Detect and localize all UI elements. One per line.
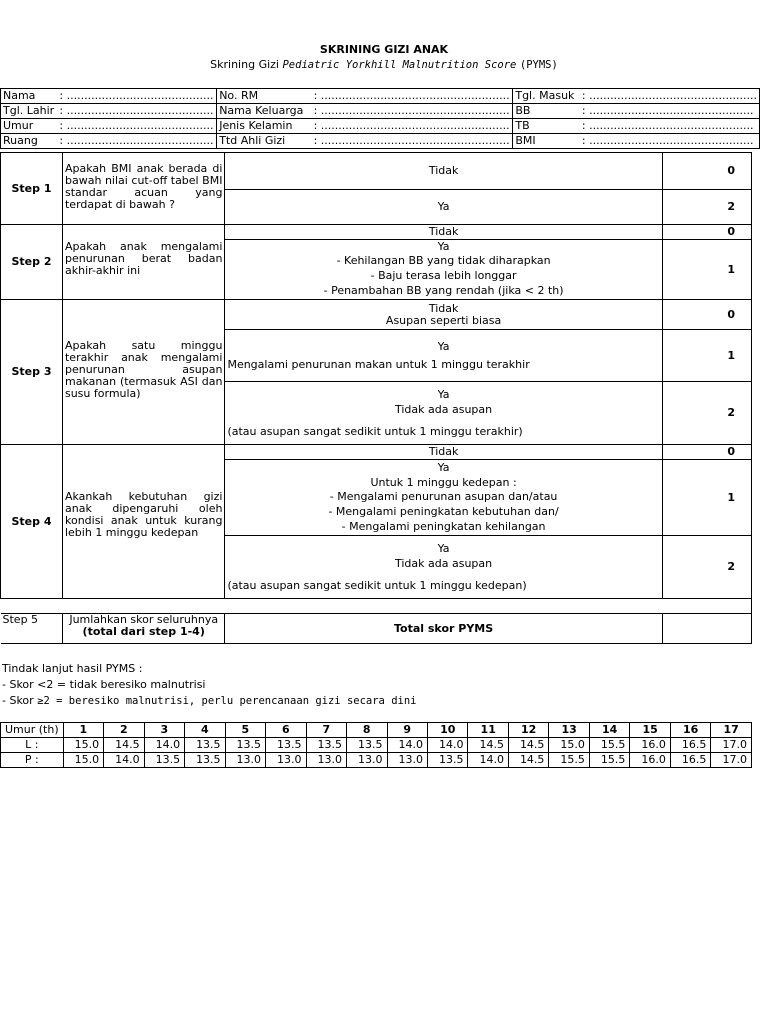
step1-question: Apakah BMI anak berada di bawah nilai cut-off tabel BMI standar acuan yang terdapat di bawah ? <box>62 153 224 225</box>
step4-ya2-desc: Tidak ada asupan <box>395 556 493 570</box>
step5-row <box>1 614 752 644</box>
age-header-cell: 9 <box>387 723 427 738</box>
age-p-cell: 15.0 <box>63 753 103 768</box>
step3-ya2-desc: Tidak ada asupan <box>395 402 493 416</box>
step3-score-1: 1 <box>662 330 751 382</box>
identity-label: Nama <box>1 89 58 104</box>
step4-score-1: 1 <box>662 460 751 536</box>
age-l-cell: 13.5 <box>266 738 306 753</box>
step1-score-2: 2 <box>662 190 751 225</box>
pyms-steps-table <box>0 152 752 644</box>
step5-total-value[interactable] <box>662 614 751 644</box>
identity-label: Ruang <box>1 134 58 149</box>
age-header-cell: 6 <box>266 723 306 738</box>
step1-score-0: 0 <box>662 153 751 190</box>
step3-tidak-desc: Asupan seperti biasa <box>385 313 502 327</box>
followup-line2-text: ≥2 = beresiko malnutrisi, perlu perencanaan gizi secara dini <box>37 695 417 707</box>
step5-question-line1: Jumlahkan skor seluruhnya <box>69 613 219 626</box>
age-l-cell: 15.0 <box>63 738 103 753</box>
identity-value[interactable]: : ...................................................... <box>312 134 513 149</box>
step4-ya2-text: Ya <box>437 541 450 555</box>
step4-question: Akankah kebutuhan gizi anak dipengaruhi oleh kondisi anak untuk kurang lebih 1 minggu kedepan <box>62 445 224 599</box>
step3-row-a <box>1 300 752 330</box>
step2-score-1: 1 <box>662 240 751 300</box>
step1-option-ya[interactable]: Ya <box>225 190 662 225</box>
step4-ya2-note: (atau asupan sangat sedikit untuk 1 minggu kedepan) <box>227 578 527 592</box>
subtitle-italic: Pediatric Yorkhill Malnutrition Score <box>282 59 517 71</box>
step4-row-a <box>1 445 752 460</box>
age-header-cell: 7 <box>306 723 346 738</box>
age-header-cell: 10 <box>427 723 467 738</box>
identity-label: Jenis Kelamin <box>217 119 312 134</box>
step3-ya-desc: Mengalami penurunan makan untuk 1 minggu terakhir <box>227 357 530 371</box>
identity-value[interactable]: : .......................................... <box>57 89 216 104</box>
step4-label: Step 4 <box>1 445 63 599</box>
identity-row <box>1 104 760 119</box>
age-p-cell: 16.5 <box>670 753 710 768</box>
step3-score-2: 2 <box>662 382 751 445</box>
age-l-cell: 15.5 <box>589 738 629 753</box>
spacer-cell <box>1 599 752 614</box>
age-p-cell: 13.5 <box>185 753 225 768</box>
followup-line2-prefix: - Skor <box>2 694 38 707</box>
identity-value[interactable]: : .......................................... <box>57 104 216 119</box>
step3-ya2-text: Ya <box>437 387 450 401</box>
identity-value[interactable]: : ................................................ <box>580 89 760 104</box>
step3-option-ya-1[interactable] <box>225 330 662 382</box>
step4-bullet: - Mengalami peningkatan kebutuhan dan/ <box>328 504 559 518</box>
age-l-cell: 14.0 <box>427 738 467 753</box>
step5-question <box>62 614 224 644</box>
age-l-cell: 16.0 <box>630 738 670 753</box>
step5-label: Step 5 <box>1 614 63 644</box>
step2-ya-text: Ya <box>437 240 450 253</box>
identity-label: Nama Keluarga <box>217 104 312 119</box>
identity-value[interactable]: : .......................................... <box>57 134 216 149</box>
age-p-cell: 13.5 <box>144 753 184 768</box>
age-l-cell: 16.5 <box>670 738 710 753</box>
age-l-cell: 13.5 <box>225 738 265 753</box>
step3-tidak-text: Tidak <box>428 301 459 315</box>
step3-label: Step 3 <box>1 300 63 445</box>
age-row-l-label: L : <box>1 738 64 753</box>
age-header-cell: 17 <box>711 723 752 738</box>
step2-bullet: - Kehilangan BB yang tidak diharapkan <box>336 254 551 267</box>
age-header-cell: 13 <box>549 723 589 738</box>
age-row-l <box>1 738 752 753</box>
age-header-row <box>1 723 752 738</box>
step1-row-a <box>1 153 752 190</box>
bmi-cutoff-table <box>0 722 752 768</box>
followup-line2 <box>2 694 416 707</box>
age-header-cell: 1 <box>63 723 103 738</box>
identity-value[interactable]: : ............................................... <box>580 134 760 149</box>
identity-row <box>1 119 760 134</box>
step4-bullet: - Mengalami penurunan asupan dan/atau <box>329 489 558 503</box>
step2-bullet: - Penambahan BB yang rendah (jika < 2 th) <box>323 284 564 297</box>
age-header-cell: 12 <box>508 723 548 738</box>
step2-label: Step 2 <box>1 225 63 300</box>
age-header-cell: 15 <box>630 723 670 738</box>
identity-table <box>0 88 760 149</box>
age-header-cell: 11 <box>468 723 508 738</box>
age-l-cell: 15.0 <box>549 738 589 753</box>
step4-ya-text: Ya <box>437 460 450 474</box>
step1-label: Step 1 <box>1 153 63 225</box>
step3-option-ya-2[interactable] <box>225 382 662 445</box>
age-header-cell: 5 <box>225 723 265 738</box>
identity-value[interactable]: : ...................................................... <box>312 119 513 134</box>
subtitle-suffix: (PYMS) <box>519 59 558 71</box>
step4-ya-desc: Untuk 1 minggu kedepan : <box>370 475 517 489</box>
age-p-cell: 13.0 <box>387 753 427 768</box>
page-subtitle <box>0 58 768 71</box>
identity-label: BB <box>513 104 580 119</box>
identity-label: TB <box>513 119 580 134</box>
age-l-cell: 14.5 <box>468 738 508 753</box>
step5-total-label: Total skor PYMS <box>225 614 662 644</box>
identity-value[interactable]: : ............................................... <box>580 119 760 134</box>
step2-option-ya[interactable] <box>225 240 662 300</box>
identity-value[interactable]: : ............................................... <box>580 104 760 119</box>
followup-title: Tindak lanjut hasil PYMS : <box>2 662 143 675</box>
age-p-cell: 15.5 <box>549 753 589 768</box>
followup-line1: - Skor <2 = tidak beresiko malnutrisi <box>2 678 206 691</box>
step1-option-tidak[interactable]: Tidak <box>225 153 662 190</box>
identity-value[interactable]: : .......................................... <box>57 119 216 134</box>
step4-option-tidak[interactable]: Tidak <box>225 445 662 460</box>
age-p-cell: 14.0 <box>468 753 508 768</box>
age-p-cell: 14.5 <box>508 753 548 768</box>
age-l-cell: 14.5 <box>508 738 548 753</box>
step3-score-0: 0 <box>662 300 751 330</box>
step5-question-line2: (total dari step 1-4) <box>82 625 205 638</box>
step4-bullet: - Mengalami peningkatan kehilangan <box>341 519 546 533</box>
step3-ya2-note: (atau asupan sangat sedikit untuk 1 minggu terakhir) <box>227 424 523 438</box>
age-header-cell: 8 <box>347 723 387 738</box>
step2-option-tidak[interactable]: Tidak <box>225 225 662 240</box>
age-l-cell: 13.5 <box>306 738 346 753</box>
age-header-cell: 16 <box>670 723 710 738</box>
age-p-cell: 13.0 <box>306 753 346 768</box>
subtitle-prefix: Skrining Gizi <box>210 58 279 71</box>
step3-ya-text: Ya <box>437 339 450 353</box>
identity-row <box>1 89 760 104</box>
step2-bullet: - Baju terasa lebih longgar <box>370 269 517 282</box>
step2-question: Apakah anak mengalami penurunan berat badan akhir-akhir ini <box>62 225 224 300</box>
identity-label: BMI <box>513 134 580 149</box>
step2-score-0: 0 <box>662 225 751 240</box>
step4-option-ya-2[interactable] <box>225 536 662 599</box>
identity-label: No. RM <box>217 89 312 104</box>
age-l-cell: 14.0 <box>144 738 184 753</box>
age-l-cell: 13.5 <box>185 738 225 753</box>
age-header-cell: 2 <box>104 723 144 738</box>
age-header-cell: 3 <box>144 723 184 738</box>
identity-value[interactable]: : ...................................................... <box>312 89 513 104</box>
age-l-cell: 14.0 <box>387 738 427 753</box>
identity-value[interactable]: : ...................................................... <box>312 104 513 119</box>
step2-row-a <box>1 225 752 240</box>
step3-option-tidak[interactable] <box>225 300 662 330</box>
age-p-cell: 16.0 <box>630 753 670 768</box>
identity-label: Umur <box>1 119 58 134</box>
page-title: SKRINING GIZI ANAK <box>319 43 449 56</box>
age-p-cell: 15.5 <box>589 753 629 768</box>
identity-label: Ttd Ahli Gizi <box>217 134 312 149</box>
identity-row <box>1 134 760 149</box>
step4-option-ya-1[interactable] <box>225 460 662 536</box>
age-l-cell: 14.5 <box>104 738 144 753</box>
age-l-cell: 17.0 <box>711 738 752 753</box>
age-header-label: Umur (th) <box>1 723 64 738</box>
identity-label: Tgl. Lahir <box>1 104 58 119</box>
age-row-p <box>1 753 752 768</box>
age-p-cell: 13.5 <box>427 753 467 768</box>
identity-label: Tgl. Masuk <box>513 89 580 104</box>
age-p-cell: 13.0 <box>347 753 387 768</box>
age-l-cell: 13.5 <box>347 738 387 753</box>
age-p-cell: 13.0 <box>266 753 306 768</box>
age-p-cell: 14.0 <box>104 753 144 768</box>
step4-score-0: 0 <box>662 445 751 460</box>
spacer-row <box>1 599 752 614</box>
age-header-cell: 14 <box>589 723 629 738</box>
age-p-cell: 13.0 <box>225 753 265 768</box>
age-row-p-label: P : <box>1 753 64 768</box>
step3-question: Apakah satu minggu terakhir anak mengalami penurunan asupan makanan (termasuk ASI dan susu formula) <box>62 300 224 445</box>
age-p-cell: 17.0 <box>711 753 752 768</box>
step4-score-2: 2 <box>662 536 751 599</box>
age-header-cell: 4 <box>185 723 225 738</box>
